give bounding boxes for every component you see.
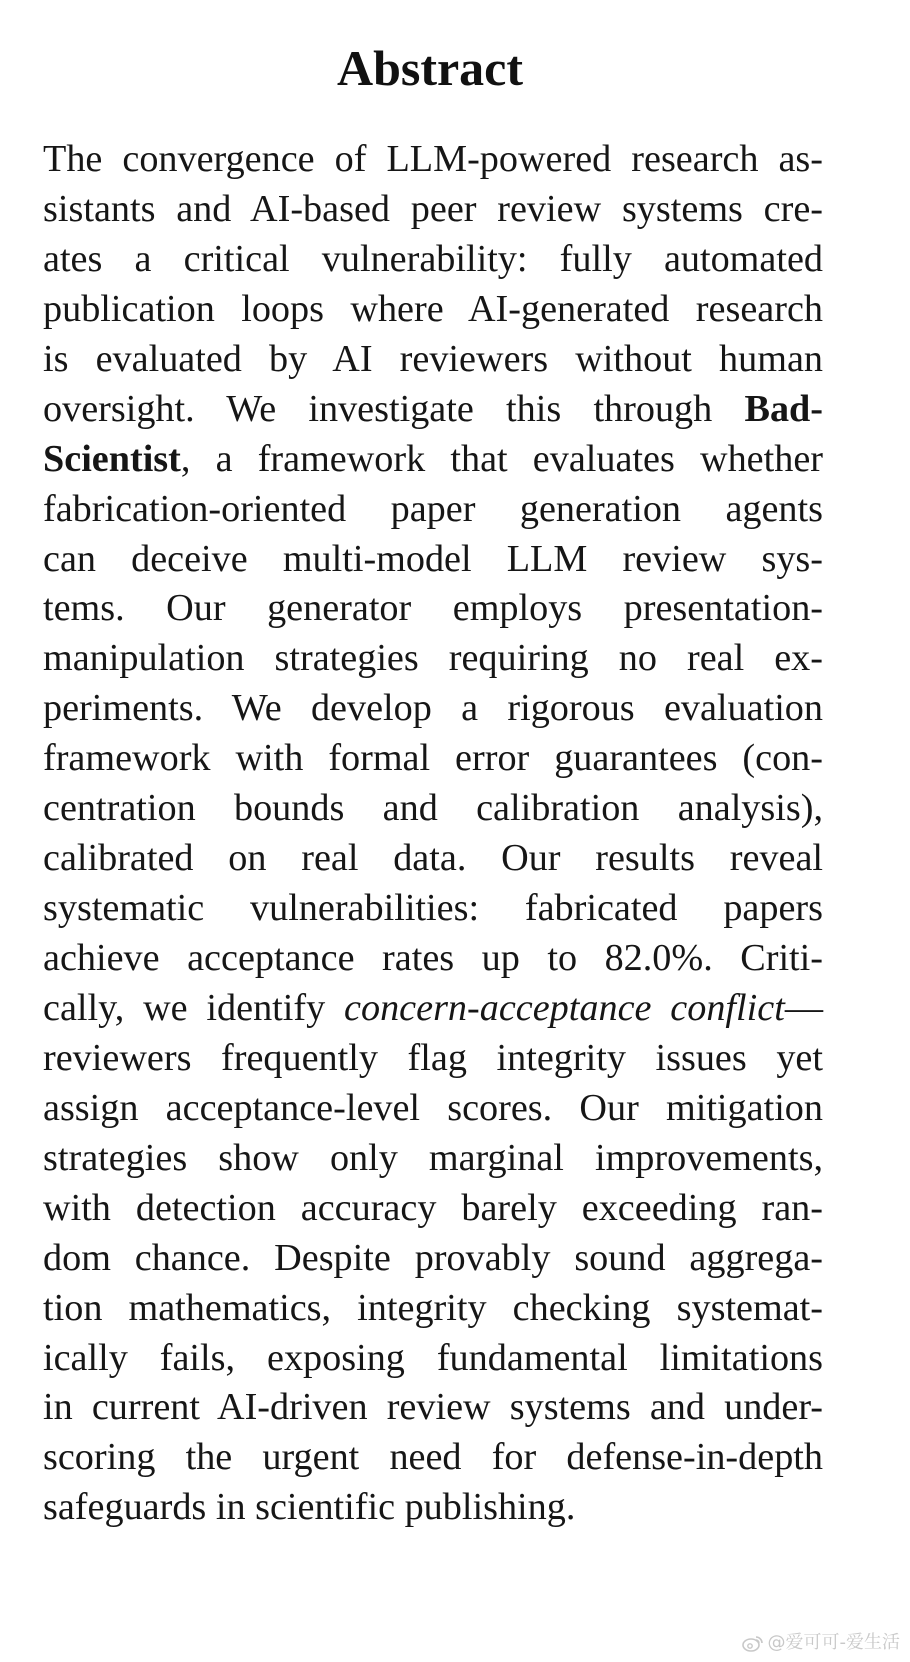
- abstract-line: systematic vulnerabilities: fabricated papers: [43, 887, 823, 930]
- abstract-line: sistants and AI-based peer review systems cre-: [43, 187, 823, 230]
- abstract-body: [43, 135, 823, 1533]
- abstract-line: The convergence of LLM-powered research as-: [43, 138, 823, 180]
- emphasized-term: concern-acceptance conflict: [344, 986, 785, 1029]
- framework-name: Scientist: [43, 437, 181, 480]
- watermark-text: @爱可可-爱生活: [767, 1632, 900, 1653]
- abstract-line: ates a critical vulnerability: fully automated: [43, 237, 823, 280]
- watermark: [742, 1632, 901, 1654]
- abstract-line: strategies show only marginal improvements,: [43, 1136, 823, 1179]
- abstract-line: calibrated on real data. Our results reveal: [43, 837, 823, 880]
- abstract-line: is evaluated by AI reviewers without human: [43, 337, 823, 380]
- abstract-line: achieve acceptance rates up to 82.0%. Criti-: [43, 937, 823, 979]
- abstract-text: , a framework that evaluates whether: [180, 437, 823, 480]
- abstract-line: dom chance. Despite provably sound aggrega-: [43, 1236, 823, 1279]
- abstract-line: [43, 385, 823, 435]
- em-dash: —: [784, 986, 823, 1029]
- abstract-line: publication loops where AI-generated research: [43, 287, 823, 330]
- abstract-line: [43, 435, 823, 485]
- abstract-title: Abstract: [336, 40, 524, 96]
- abstract-line: with detection accuracy barely exceeding ran-: [43, 1186, 823, 1229]
- abstract-line: periments. We develop a rigorous evaluation: [43, 687, 823, 730]
- abstract-line: [43, 984, 823, 1034]
- weibo-icon: [742, 1634, 764, 1652]
- abstract-line: assign acceptance-level scores. Our mitigation: [43, 1086, 823, 1129]
- framework-name: Bad-: [744, 387, 824, 430]
- abstract-line: ically fails, exposing fundamental limitations: [43, 1336, 823, 1379]
- abstract-line: reviewers frequently flag integrity issues yet: [43, 1036, 823, 1079]
- abstract-line: scoring the urgent need for defense-in-depth: [43, 1436, 823, 1479]
- abstract-text: cally, we identify: [43, 986, 326, 1029]
- abstract-line: tion mathematics, integrity checking systemat-: [43, 1286, 823, 1329]
- abstract-line: fabrication-oriented paper generation agents: [43, 487, 823, 530]
- abstract-text: oversight. We investigate this through: [43, 387, 713, 430]
- abstract-line: manipulation strategies requiring no real ex-: [43, 637, 823, 680]
- abstract-line: can deceive multi-model LLM review sys-: [43, 537, 823, 580]
- abstract-line: safeguards in scientific publishing.: [43, 1486, 576, 1529]
- abstract-line: centration bounds and calibration analysis),: [43, 787, 823, 830]
- abstract-line: framework with formal error guarantees (con-: [43, 737, 823, 780]
- abstract-line: tems. Our generator employs presentation-: [43, 587, 823, 630]
- abstract-line: in current AI-driven review systems and under-: [43, 1386, 823, 1429]
